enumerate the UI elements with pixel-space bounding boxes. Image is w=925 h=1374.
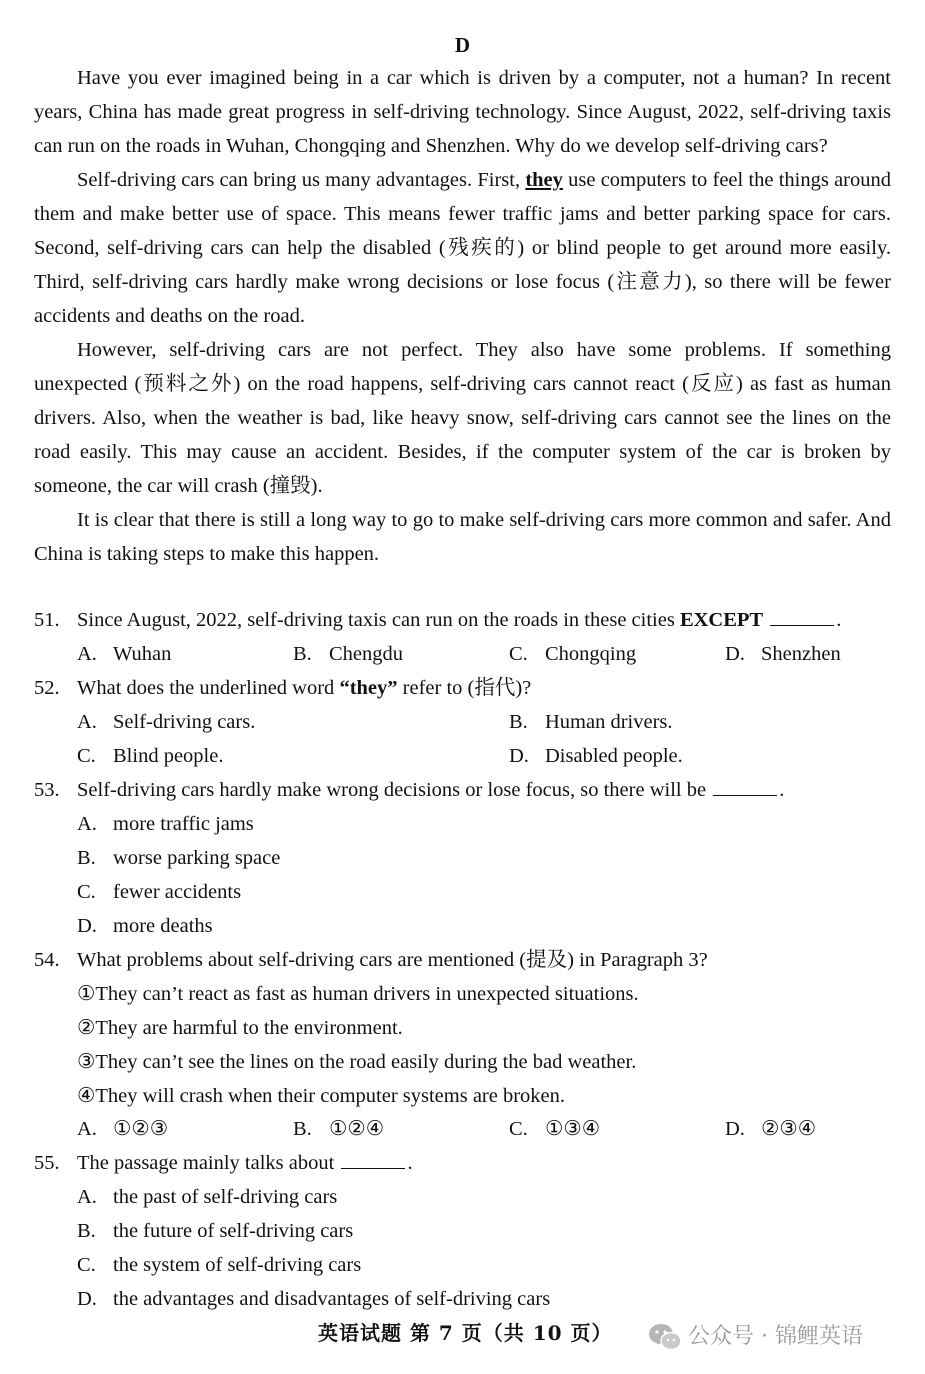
option-text: fewer accidents [113,881,242,903]
option-text: the advantages and disadvantages of self-driving cars [113,1288,551,1310]
option-text: Shenzhen [761,643,841,665]
option-b[interactable] [77,841,280,875]
paragraph-4: It is clear that there is still a long way to go to make self-driving cars more common and safer. And China is taking steps to make this happen. [34,509,891,565]
option-text: the future of self-driving cars [113,1220,354,1242]
option-c[interactable] [509,1112,600,1146]
option-a[interactable] [77,807,254,841]
option-b[interactable] [293,1112,384,1146]
option-text: worse parking space [113,847,281,869]
wechat-icon [648,1323,682,1351]
option-text: more deaths [113,915,213,937]
option-letter: D. [77,1288,97,1310]
option-d[interactable] [725,637,841,671]
answer-blank[interactable] [341,1152,405,1169]
page-footer: 英语试题 第 7 页（共 10 页） [318,1321,613,1345]
question-stem-bold: EXCEPT [679,609,764,631]
option-text: Self-driving cars. [113,711,256,733]
option-letter: A. [77,711,97,733]
question-stem: What problems about self-driving cars are mentioned (提及) in Paragraph 3? [77,949,708,971]
option-letter: D. [77,915,97,937]
answer-blank[interactable] [713,779,777,796]
option-b[interactable] [509,705,673,739]
question-number: 54. [34,949,60,971]
option-letter: C. [509,1118,528,1140]
underlined-word-they: they [525,169,563,191]
option-text: ①②④ [329,1118,385,1140]
watermark-text: 公众号 · 锦鲤英语 [688,1324,863,1349]
option-c[interactable] [77,875,241,909]
option-c[interactable] [77,1248,361,1282]
option-letter: C. [509,643,528,665]
question-stem: Self-driving cars hardly make wrong decisions or lose focus, so there will be [77,779,707,801]
question-stem: The passage mainly talks about [77,1152,335,1174]
option-a[interactable] [77,1180,337,1214]
option-d[interactable] [77,909,213,943]
question-53 [34,773,891,807]
paragraph-3: However, self-driving cars are not perfect. They also have some problems. If something unexpected (预料之外) on the road happens, self-driving cars cannot react (反应) as fast as human drivers. Also, when the weather is bad, like heavy snow, self-driving cars cannot see the lines on the road easily. This may cause an accident. Besides, if the computer system of the car is broken by someone, the car will crash (撞毁). [34,339,891,497]
question-stem: Since August, 2022, self-driving taxis can run on the roads in these cities [77,609,675,631]
question-stem: What does the underlined word [77,677,335,699]
question-51 [34,603,891,637]
option-text: ①②③ [113,1118,169,1140]
paragraph-1: Have you ever imagined being in a car which is driven by a computer, not a human? In recent years, China has made great progress in self-driving technology. Since August, 2022, self-driving taxis can run on the roads in Wuhan, Chongqing and Shenzhen. Why do we develop self-driving cars? [34,67,891,157]
option-text: Human drivers. [545,711,673,733]
option-c[interactable] [77,739,223,773]
question-number: 51. [34,609,60,631]
question-stem-bold: “they” [339,677,398,699]
statement-3: ③They can’t see the lines on the road easily during the bad weather. [77,1051,637,1073]
option-text: ①③④ [545,1118,601,1140]
option-d[interactable] [77,1282,550,1316]
option-a[interactable] [77,1112,168,1146]
question-number: 55. [34,1152,60,1174]
option-letter: A. [77,643,97,665]
option-letter: C. [77,881,96,903]
option-text: the system of self-driving cars [113,1254,362,1276]
option-letter: B. [77,847,96,869]
statement-4: ④They will crash when their computer systems are broken. [77,1085,566,1107]
option-letter: C. [77,1254,96,1276]
question-end: . [836,609,842,631]
option-text: Blind people. [113,745,224,767]
option-letter: D. [725,643,745,665]
option-b[interactable] [77,1214,353,1248]
statement-2: ②They are harmful to the environment. [77,1017,403,1039]
option-text: more traffic jams [113,813,254,835]
option-text: Chongqing [545,643,637,665]
option-text: the past of self-driving cars [113,1186,338,1208]
option-a[interactable] [77,637,171,671]
option-text: ②③④ [761,1118,817,1140]
option-letter: D. [509,745,529,767]
option-letter: A. [77,1186,97,1208]
question-54 [34,943,891,977]
answer-blank[interactable] [770,609,834,626]
question-end: . [407,1152,413,1174]
paragraph-2-part-1: Self-driving cars can bring us many advantages. First, [77,169,521,191]
question-stem-end: refer to (指代)? [402,677,532,699]
option-letter: B. [293,643,312,665]
option-letter: B. [509,711,528,733]
option-letter: A. [77,1118,97,1140]
option-c[interactable] [509,637,636,671]
question-end: . [779,779,785,801]
option-a[interactable] [77,705,255,739]
question-number: 52. [34,677,60,699]
option-letter: A. [77,813,97,835]
section-heading: D [454,33,471,57]
statement-1: ①They can’t react as fast as human drivers in unexpected situations. [77,983,639,1005]
option-text: Disabled people. [545,745,683,767]
reading-passage [34,61,891,571]
question-number: 53. [34,779,60,801]
option-letter: D. [725,1118,745,1140]
option-d[interactable] [509,739,683,773]
option-b[interactable] [293,637,403,671]
option-letter: B. [77,1220,96,1242]
option-text: Wuhan [113,643,172,665]
question-52 [34,671,891,705]
option-d[interactable] [725,1112,816,1146]
watermark [648,1320,863,1354]
paragraph-2 [34,163,891,333]
option-text: Chengdu [329,643,404,665]
paragraph-2-part-2: use computers to feel the things around them and make better use of space. This means fewer traffic jams and better parking space for cars. Second, self-driving cars can help the disabled (残疾的) or blind people to get around more easily. Third, self-driving cars hardly make wrong decisions or lose focus (注意力), so there will be fewer accidents and deaths on the road. [34,169,891,327]
option-letter: B. [293,1118,312,1140]
option-letter: C. [77,745,96,767]
question-55 [34,1146,891,1180]
